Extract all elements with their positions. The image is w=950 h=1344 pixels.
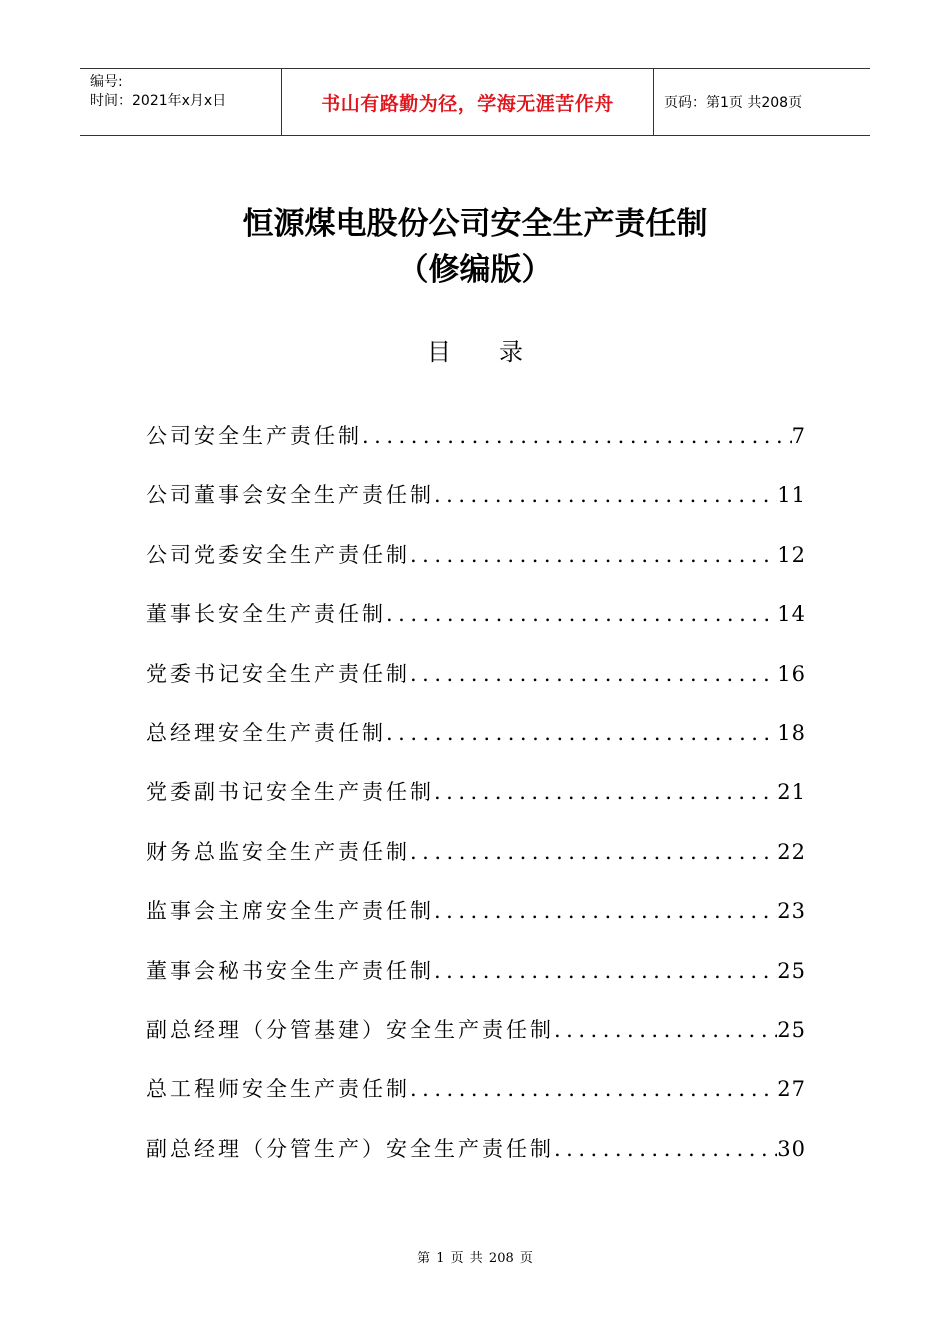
toc-item-page: 30 [777,1136,806,1161]
header-meta [80,69,282,135]
toc-leader [434,899,777,923]
toc-item[interactable] [146,776,806,835]
document-subtitle: （修编版） [397,252,553,288]
document-date: 时间：2021年x月x日 [90,93,227,109]
toc-item-title: 公司党委安全生产责任制 [146,542,410,567]
toc-item[interactable] [146,420,806,479]
toc-item-title: 财务总监安全生产责任制 [146,839,410,864]
document-number-label: 编号: [90,74,123,90]
toc-item-page: 7 [791,424,806,448]
toc-item-page: 25 [777,1017,806,1042]
toc-item-title: 总工程师安全生产责任制 [146,1077,410,1102]
toc-item[interactable] [146,598,806,657]
toc-item-title: 总经理安全生产责任制 [146,720,386,745]
toc-leader [410,543,777,567]
toc-item[interactable] [146,1133,806,1192]
toc-item-page: 16 [777,661,806,686]
table-of-contents [146,420,806,1192]
toc-leader [410,662,777,686]
toc-item-title: 董事会秘书安全生产责任制 [146,958,434,983]
toc-leader [554,1137,777,1161]
toc-item-title: 副总经理（分管生产）安全生产责任制 [146,1136,554,1161]
toc-item-title: 副总经理（分管基建）安全生产责任制 [146,1017,554,1042]
toc-item-title: 监事会主席安全生产责任制 [146,899,434,924]
document-title: 恒源煤电股份公司安全生产责任制 [242,206,708,242]
toc-leader [362,424,792,448]
toc-leader [386,721,777,745]
toc-leader [410,840,777,864]
toc-item-page: 27 [777,1077,806,1102]
toc-item-page: 12 [777,542,806,567]
toc-item-page: 21 [777,780,806,805]
toc-item[interactable] [146,836,806,895]
toc-leader [554,1018,777,1042]
toc-item-title: 董事长安全生产责任制 [146,602,386,627]
toc-item[interactable] [146,1014,806,1073]
toc-item-title: 公司董事会安全生产责任制 [146,483,434,508]
toc-item-page: 22 [777,839,806,864]
toc-leader [386,602,777,626]
toc-item-title: 党委副书记安全生产责任制 [146,780,434,805]
toc-item[interactable] [146,658,806,717]
toc-item[interactable] [146,717,806,776]
toc-item[interactable] [146,895,806,954]
toc-leader [434,780,777,804]
toc-item-page: 11 [777,483,806,508]
toc-heading: 目录 [427,338,571,366]
header-motto: 书山有路勤为径，学海无涯苦作舟 [282,69,654,135]
toc-leader [434,959,777,983]
toc-item-page: 23 [777,899,806,924]
toc-item-title: 党委书记安全生产责任制 [146,661,410,686]
page-header [80,68,870,136]
toc-item[interactable] [146,1073,806,1132]
toc-item[interactable] [146,479,806,538]
toc-item[interactable] [146,955,806,1014]
toc-item-page: 18 [777,720,806,745]
toc-item-page: 25 [777,958,806,983]
toc-leader [410,1077,777,1101]
toc-item-title: 公司安全生产责任制 [146,424,362,448]
header-page-info: 页码：第1页 共208页 [664,95,803,111]
page-footer: 第 1 页 共 208 页 [417,1251,533,1266]
toc-item[interactable] [146,539,806,598]
toc-item-page: 14 [777,602,806,627]
toc-leader [434,483,777,507]
